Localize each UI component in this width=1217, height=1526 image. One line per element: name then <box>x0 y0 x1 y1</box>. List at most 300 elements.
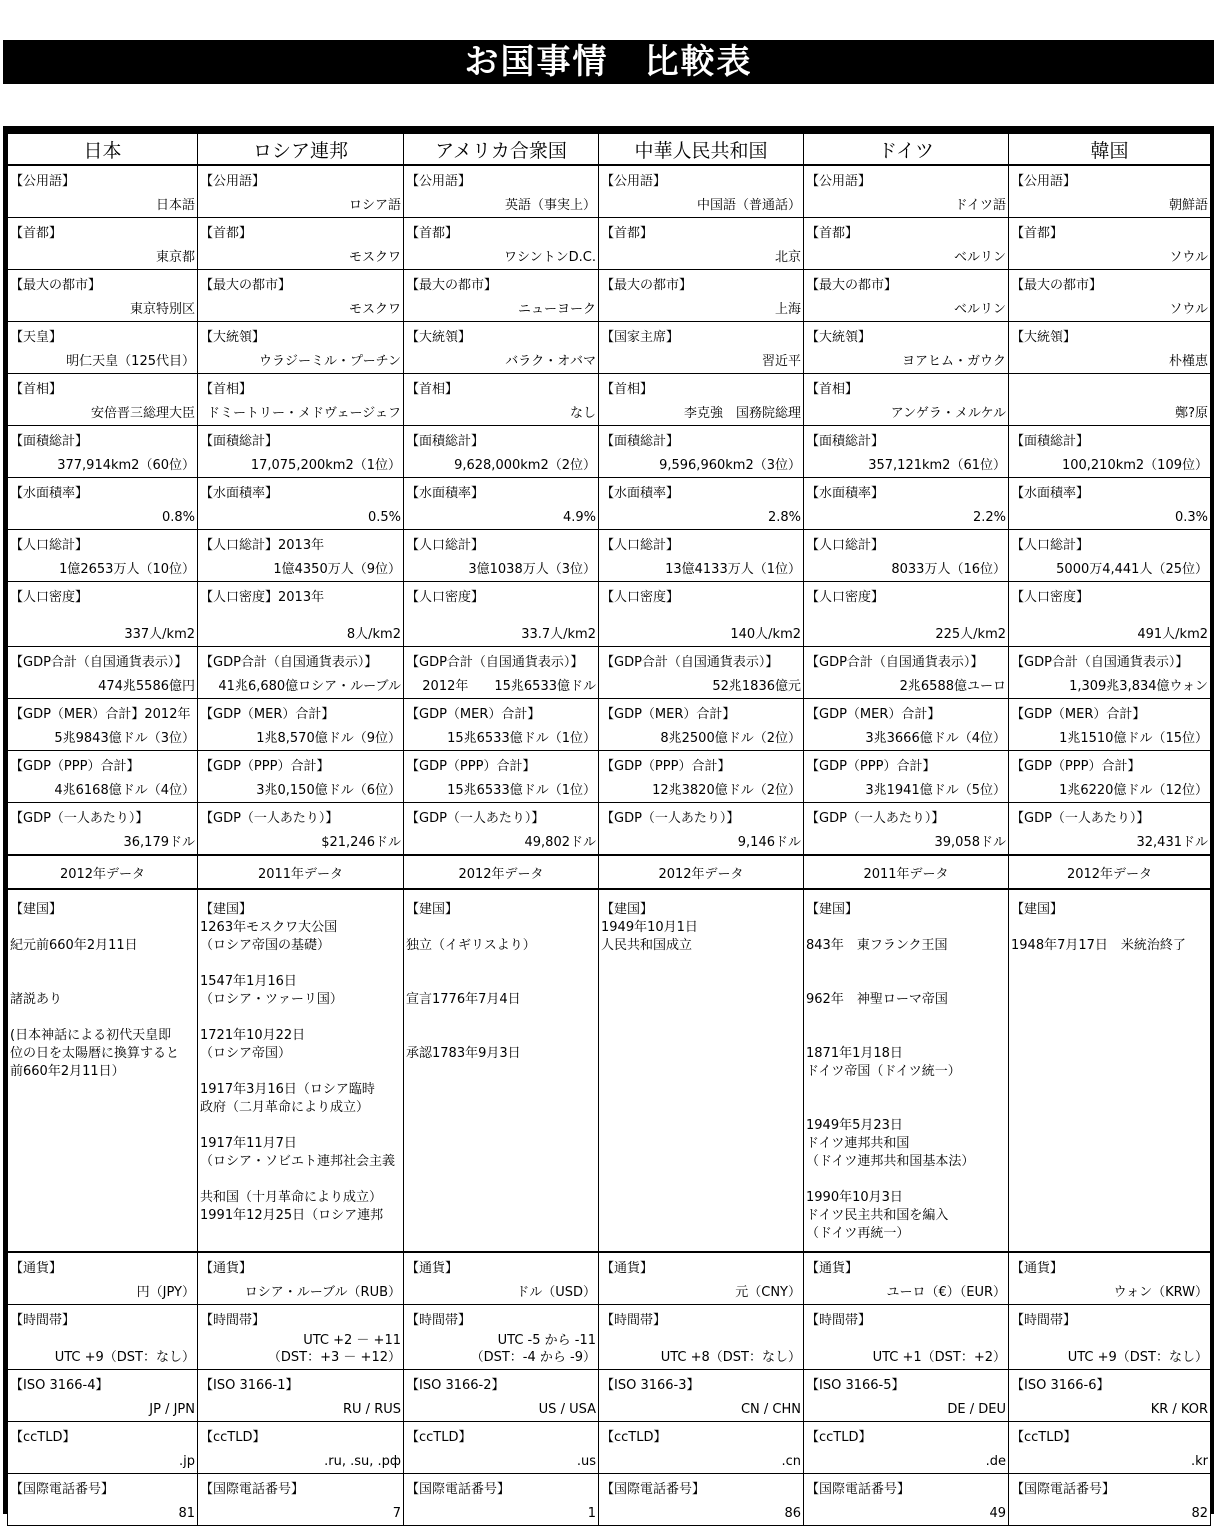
table-cell <box>198 270 404 322</box>
data-year-note: 2011年データ <box>198 855 404 889</box>
field-value: 1兆6220億ドル（12位） <box>1059 783 1208 798</box>
country-header: 日本 <box>8 134 198 166</box>
field-value: UTC +2 － +11 （DST：+3 － +12） <box>267 1333 401 1365</box>
field-value: ベルリン <box>953 302 1006 317</box>
table-cell <box>198 1422 404 1474</box>
field-label: 【国際電話番号】 <box>806 1482 911 1497</box>
table-cell <box>198 582 404 647</box>
table-cell <box>599 374 804 426</box>
field-label: 【建国】 <box>601 902 654 917</box>
field-label: 【建国】 <box>806 902 859 917</box>
table-cell <box>804 478 1009 530</box>
field-value: 3兆1941億ドル（5位） <box>865 783 1006 798</box>
field-label: 【首都】 <box>10 226 63 241</box>
field-label: 【ISO 3166-4】 <box>10 1378 109 1393</box>
table-cell <box>599 165 804 218</box>
table-row <box>8 699 1211 751</box>
table-cell <box>804 699 1009 751</box>
table-cell <box>404 699 599 751</box>
field-value: ヨアヒム・ガウク <box>901 354 1006 369</box>
field-label: 【ISO 3166-5】 <box>806 1378 905 1393</box>
table-cell <box>8 803 198 856</box>
field-value: 東京都 <box>155 250 195 265</box>
field-label: 【ccTLD】 <box>1011 1430 1077 1445</box>
field-label: 【GDP（一人あたり）】 <box>406 811 545 826</box>
field-label: 【面積総計】 <box>806 434 885 449</box>
field-label: 【人口密度】 <box>1011 590 1090 605</box>
data-year-note: 2011年データ <box>804 855 1009 889</box>
field-value: 4兆6168億ドル（4位） <box>54 783 195 798</box>
field-label: 【水面積率】 <box>200 486 279 501</box>
table-cell <box>1009 582 1211 647</box>
field-label: 【人口総計】2013年 <box>200 538 325 553</box>
field-value: JP / JPN <box>149 1402 195 1417</box>
table-cell <box>599 1252 804 1305</box>
table-row <box>8 1370 1211 1422</box>
table-cell <box>198 478 404 530</box>
field-label: 【GDP（PPP）合計】 <box>1011 759 1141 774</box>
field-value: 3兆0,150億ドル（6位） <box>256 783 401 798</box>
founding-text: 1263年モスクワ大公国 （ロシア帝国の基礎） 1547年1月16日 （ロシア・ツァーリ国） 1721年10月22日 （ロシア帝国） 1917年3月16日（ロシア臨時 政府（二月革命により成立） 1917年11月7日 （ロシア・ソビエト連邦社会主義 共和国（十月革命により成立） 1991年12月25日（ロシア連邦 <box>200 920 396 1223</box>
table-cell <box>8 426 198 478</box>
founding-cell <box>404 889 599 1252</box>
field-label: 【公用語】 <box>601 174 667 189</box>
table-row <box>8 647 1211 699</box>
field-label: 【水面積率】 <box>601 486 680 501</box>
table-cell <box>198 530 404 582</box>
field-label: 【ccTLD】 <box>406 1430 472 1445</box>
field-value: 15兆6533億ドル（1位） <box>447 783 596 798</box>
table-cell <box>804 218 1009 270</box>
field-label: 【大統領】 <box>806 330 872 345</box>
field-label: 【GDP（一人あたり）】 <box>601 811 740 826</box>
field-label: 【首相】 <box>10 382 63 397</box>
field-label: 【首都】 <box>806 226 859 241</box>
table-row <box>8 270 1211 322</box>
table-cell <box>8 530 198 582</box>
field-value: モスクワ <box>348 302 401 317</box>
table-cell <box>1009 1305 1211 1370</box>
field-value: ワシントンD.C. <box>503 250 596 265</box>
data-year-note: 2012年データ <box>599 855 804 889</box>
table-row <box>8 1305 1211 1370</box>
table-cell <box>804 751 1009 803</box>
table-cell <box>804 530 1009 582</box>
field-value: 337人/km2 <box>124 627 195 642</box>
field-value: UTC +9（DST：なし） <box>54 1350 195 1365</box>
field-label: 【GDP（PPP）合計】 <box>601 759 731 774</box>
field-label: 【面積総計】 <box>406 434 485 449</box>
field-label: 【ccTLD】 <box>806 1430 872 1445</box>
field-value: ドル（USD） <box>516 1285 596 1300</box>
field-label: 【最大の都市】 <box>200 278 292 293</box>
table-cell <box>198 647 404 699</box>
field-label: 【首相】 <box>406 382 459 397</box>
field-label: 【通貨】 <box>601 1261 654 1276</box>
field-value: ユーロ（€）（EUR） <box>886 1285 1006 1300</box>
field-value: 日本語 <box>155 198 195 213</box>
field-label: 【ISO 3166-6】 <box>1011 1378 1110 1393</box>
field-value: 225人/km2 <box>935 627 1006 642</box>
table-cell <box>1009 165 1211 218</box>
field-value: 3兆3666億ドル（4位） <box>865 731 1006 746</box>
table-cell <box>804 582 1009 647</box>
field-label: 【人口総計】 <box>406 538 485 553</box>
table-cell <box>599 1305 804 1370</box>
table-cell <box>804 1474 1009 1526</box>
field-label: 【ccTLD】 <box>10 1430 76 1445</box>
field-label: 【天皇】 <box>10 330 63 345</box>
field-value: 357,121km2（61位） <box>868 458 1006 473</box>
field-label: 【時間帯】 <box>406 1313 472 1328</box>
field-label: 【人口密度】 <box>406 590 485 605</box>
founding-text: 1949年10月1日 人民共和国成立 <box>601 920 698 953</box>
table-cell <box>599 218 804 270</box>
data-year-row <box>8 855 1211 889</box>
field-label: 【人口総計】 <box>1011 538 1090 553</box>
table-cell <box>599 322 804 374</box>
field-label: 【大統領】 <box>200 330 266 345</box>
table-cell <box>804 322 1009 374</box>
table-cell <box>8 270 198 322</box>
table-cell <box>404 582 599 647</box>
field-value: 81 <box>178 1506 195 1521</box>
field-value: 5000万4,441人（25位） <box>1056 562 1208 577</box>
table-cell <box>404 1474 599 1526</box>
field-label: 【建国】 <box>1011 902 1064 917</box>
field-value: 2兆6588億ユーロ <box>899 679 1006 694</box>
field-value: 17,075,200km2（1位） <box>250 458 401 473</box>
table-cell <box>1009 374 1211 426</box>
field-label: 【GDP合計（自国通貨表示）】 <box>601 655 779 670</box>
table-row <box>8 1422 1211 1474</box>
field-label: 【面積総計】 <box>10 434 89 449</box>
field-label: 【ISO 3166-2】 <box>406 1378 505 1393</box>
field-value: 1 <box>587 1506 596 1521</box>
table-cell <box>804 374 1009 426</box>
field-value: 英語（事実上） <box>504 198 596 213</box>
field-label: 【通貨】 <box>406 1261 459 1276</box>
table-cell <box>8 322 198 374</box>
table-cell <box>8 1370 198 1422</box>
field-label: 【水面積率】 <box>10 486 89 501</box>
field-value: 上海 <box>774 302 801 317</box>
field-label: 【水面積率】 <box>406 486 485 501</box>
field-label: 【公用語】 <box>806 174 872 189</box>
founding-text: 独立（イギリスより） 宣言1776年7月4日 承認1783年9月3日 <box>406 938 536 1061</box>
field-value: 習近平 <box>761 354 801 369</box>
field-value: .ru, .su, .рф <box>324 1454 401 1469</box>
field-label: 【時間帯】 <box>200 1313 266 1328</box>
field-value: 明仁天皇（125代目） <box>66 354 195 369</box>
field-label: 【公用語】 <box>10 174 76 189</box>
country-header: 韓国 <box>1009 134 1211 166</box>
table-cell <box>404 1422 599 1474</box>
founding-row <box>8 889 1211 1252</box>
table-row <box>8 218 1211 270</box>
field-label: 【GDP（PPP）合計】 <box>200 759 330 774</box>
founding-cell <box>1009 889 1211 1252</box>
table-cell <box>1009 1474 1211 1526</box>
table-cell <box>8 374 198 426</box>
table-cell <box>404 1252 599 1305</box>
table-cell <box>8 1252 198 1305</box>
field-label: 【最大の都市】 <box>10 278 102 293</box>
field-value: UTC +9（DST：なし） <box>1067 1350 1208 1365</box>
table-cell <box>804 1305 1009 1370</box>
field-label: 【ccTLD】 <box>200 1430 266 1445</box>
data-year-note: 2012年データ <box>404 855 599 889</box>
field-value: UTC -5 から -11 （DST：-4 から -9） <box>470 1333 596 1365</box>
table-cell <box>1009 478 1211 530</box>
field-value: KR / KOR <box>1150 1402 1208 1417</box>
field-label: 【GDP合計（自国通貨表示）】 <box>1011 655 1189 670</box>
table-cell <box>198 803 404 856</box>
field-value: 元（CNY） <box>735 1285 801 1300</box>
field-label: 【面積総計】 <box>200 434 279 449</box>
founding-cell <box>8 889 198 1252</box>
table-row <box>8 530 1211 582</box>
table-cell <box>599 582 804 647</box>
field-label: 【GDP（一人あたり）】 <box>10 811 149 826</box>
table-cell <box>1009 803 1211 856</box>
table-cell <box>599 478 804 530</box>
table-cell <box>404 803 599 856</box>
field-value: 82 <box>1191 1506 1208 1521</box>
table-row <box>8 426 1211 478</box>
field-label: 【建国】 <box>406 902 459 917</box>
table-cell <box>404 165 599 218</box>
field-label: 【GDP（一人あたり）】 <box>806 811 945 826</box>
field-label: 【GDP（MER）合計】 <box>406 707 541 722</box>
table-cell <box>404 530 599 582</box>
table-cell <box>599 1370 804 1422</box>
field-label: 【面積総計】 <box>1011 434 1090 449</box>
field-value: バラク・オバマ <box>505 354 596 369</box>
field-label: 【時間帯】 <box>806 1313 872 1328</box>
field-label: 【GDP（一人あたり）】 <box>200 811 339 826</box>
founding-text: 紀元前660年2月11日 諸説あり (日本神話による初代天皇即 位の日を太陽暦に換算すると 前660年2月11日） <box>10 938 180 1079</box>
field-label: 【ISO 3166-3】 <box>601 1378 700 1393</box>
table-cell <box>198 1305 404 1370</box>
table-cell <box>404 426 599 478</box>
table-cell <box>404 478 599 530</box>
field-value: なし <box>569 406 596 421</box>
field-value: RU / RUS <box>343 1402 401 1417</box>
field-label: 【首相】 <box>806 382 859 397</box>
field-value: 3億1038万人（3位） <box>468 562 596 577</box>
field-value: 8兆2500億ドル（2位） <box>660 731 801 746</box>
field-label: 【GDP（MER）合計】 <box>601 707 736 722</box>
field-label: 【大統領】 <box>1011 330 1077 345</box>
page-title: お国事情 比較表 <box>3 40 1214 84</box>
table-cell <box>1009 530 1211 582</box>
table-cell <box>1009 322 1211 374</box>
field-label: 【最大の都市】 <box>806 278 898 293</box>
field-value: ロシア・ルーブル（RUB） <box>244 1285 401 1300</box>
field-value: 1億2653万人（10位） <box>59 562 195 577</box>
table-cell <box>804 803 1009 856</box>
field-label: 【首都】 <box>200 226 253 241</box>
table-cell <box>8 699 198 751</box>
field-value: ニューヨーク <box>517 302 596 317</box>
table-cell <box>198 218 404 270</box>
table-cell <box>599 1474 804 1526</box>
table-cell <box>198 374 404 426</box>
field-value: 朴槿恵 <box>1168 354 1208 369</box>
field-value: 52兆1836億元 <box>712 679 801 694</box>
field-value: 1兆8,570億ドル（9位） <box>256 731 401 746</box>
field-label: 【首都】 <box>1011 226 1064 241</box>
field-label: 【通貨】 <box>200 1261 253 1276</box>
comparison-table-frame <box>3 126 1214 1521</box>
field-label: 【GDP（MER）合計】 <box>806 707 941 722</box>
field-label: 【時間帯】 <box>10 1313 76 1328</box>
field-label: 【国際電話番号】 <box>1011 1482 1116 1497</box>
table-cell <box>1009 426 1211 478</box>
field-label: 【GDP（MER）合計】 <box>1011 707 1146 722</box>
field-value: 140人/km2 <box>730 627 801 642</box>
field-label: 【GDP合計（自国通貨表示）】 <box>806 655 984 670</box>
field-label: 【時間帯】 <box>601 1313 667 1328</box>
field-value: 39,058ドル <box>934 835 1006 850</box>
field-value: 8人/km2 <box>346 627 401 642</box>
table-cell <box>804 1422 1009 1474</box>
field-value: 9,596,960km2（3位） <box>659 458 801 473</box>
field-value: ロシア語 <box>348 198 401 213</box>
field-value: 15兆6533億ドル（1位） <box>447 731 596 746</box>
table-cell <box>599 1422 804 1474</box>
field-value: ソウル <box>1169 250 1208 265</box>
field-label: 【ISO 3166-1】 <box>200 1378 299 1393</box>
table-row <box>8 751 1211 803</box>
field-value: .us <box>576 1454 596 1469</box>
field-label: 【GDP（PPP）合計】 <box>806 759 936 774</box>
field-label: 【最大の都市】 <box>601 278 693 293</box>
table-row <box>8 1252 1211 1305</box>
field-value: 2012年 15兆6533億ドル <box>422 679 596 694</box>
field-label: 【通貨】 <box>10 1261 63 1276</box>
field-value: 7 <box>392 1506 401 1521</box>
table-cell <box>198 1252 404 1305</box>
field-value: ソウル <box>1169 302 1208 317</box>
founding-cell <box>599 889 804 1252</box>
table-cell <box>599 751 804 803</box>
table-cell <box>404 1305 599 1370</box>
table-cell <box>804 270 1009 322</box>
founding-text: 1948年7月17日 米統治終了 <box>1011 938 1186 953</box>
table-cell <box>8 647 198 699</box>
field-label: 【人口総計】 <box>601 538 680 553</box>
field-value: 李克強 国務院総理 <box>683 406 801 421</box>
field-label: 【公用語】 <box>200 174 266 189</box>
table-cell <box>1009 751 1211 803</box>
field-value: $21,246ドル <box>321 835 401 850</box>
field-label: 【人口総計】 <box>806 538 885 553</box>
country-header: ドイツ <box>804 134 1009 166</box>
field-value: ドミートリー・メドヴェージェフ <box>207 406 401 421</box>
field-value: 41兆6,680億ロシア・ルーブル <box>218 679 401 694</box>
table-cell <box>599 803 804 856</box>
table-cell <box>404 374 599 426</box>
table-cell <box>8 478 198 530</box>
table-row <box>8 374 1211 426</box>
field-value: .de <box>985 1454 1006 1469</box>
table-cell <box>198 1474 404 1526</box>
table-cell <box>804 1252 1009 1305</box>
field-value: 491人/km2 <box>1137 627 1208 642</box>
country-header: ロシア連邦 <box>198 134 404 166</box>
field-label: 【GDP（一人あたり）】 <box>1011 811 1150 826</box>
field-value: ドイツ語 <box>954 198 1006 213</box>
table-cell <box>8 165 198 218</box>
field-label: 【首都】 <box>601 226 654 241</box>
field-value: UTC +1（DST：+2） <box>872 1350 1006 1365</box>
field-value: .jp <box>179 1454 195 1469</box>
table-cell <box>1009 1252 1211 1305</box>
field-value: 8033万人（16位） <box>891 562 1006 577</box>
table-row <box>8 322 1211 374</box>
field-value: ウラジーミル・プーチン <box>259 354 401 369</box>
field-label: 【建国】 <box>200 902 253 917</box>
table-cell <box>8 751 198 803</box>
field-label: 【人口密度】 <box>806 590 885 605</box>
table-cell <box>1009 699 1211 751</box>
table-cell <box>404 322 599 374</box>
field-value: 5兆9843億ドル（3位） <box>54 731 195 746</box>
field-label: 【GDP（MER）合計】2012年 <box>10 707 191 722</box>
field-value: 1,309兆3,834億ウォン <box>1069 679 1208 694</box>
country-header-row <box>8 134 1211 166</box>
table-cell <box>1009 218 1211 270</box>
field-value: 2.8% <box>767 510 801 525</box>
table-cell <box>804 426 1009 478</box>
table-cell <box>8 1474 198 1526</box>
field-value: 安倍晋三総理大臣 <box>90 406 195 421</box>
field-label: 【人口密度】 <box>601 590 680 605</box>
table-cell <box>599 530 804 582</box>
founding-cell <box>804 889 1009 1252</box>
table-cell <box>404 751 599 803</box>
table-cell <box>8 1305 198 1370</box>
field-label: 【国際電話番号】 <box>10 1482 115 1497</box>
founding-text: 843年 東フランク王国 962年 神聖ローマ帝国 1871年1月18日 ドイツ帝国（ドイツ統一） 1949年5月23日 ドイツ連邦共和国 （ドイツ連邦共和国基本法） 1990年10月3日 ドイツ民主共和国を編入 （ドイツ再統一） <box>806 938 975 1241</box>
field-label: 【通貨】 <box>806 1261 859 1276</box>
table-cell <box>8 1422 198 1474</box>
field-value: 100,210km2（109位） <box>1061 458 1208 473</box>
field-value: 朝鮮語 <box>1168 198 1208 213</box>
field-value: 円（JPY） <box>136 1285 195 1300</box>
field-value: 32,431ドル <box>1136 835 1208 850</box>
field-value: 49 <box>989 1506 1006 1521</box>
field-value: 北京 <box>774 250 801 265</box>
table-cell <box>8 582 198 647</box>
table-cell <box>599 270 804 322</box>
table-cell <box>804 165 1009 218</box>
field-label: 【首相】 <box>200 382 253 397</box>
table-cell <box>804 647 1009 699</box>
field-value: アンゲラ・メルケル <box>890 406 1006 421</box>
field-value: 1億4350万人（9位） <box>273 562 401 577</box>
field-value: .cn <box>781 1454 801 1469</box>
field-value: US / USA <box>538 1402 596 1417</box>
country-header: 中華人民共和国 <box>599 134 804 166</box>
field-value: モスクワ <box>348 250 401 265</box>
table-cell <box>1009 1422 1211 1474</box>
field-value: 2.2% <box>972 510 1006 525</box>
country-header: アメリカ合衆国 <box>404 134 599 166</box>
data-year-note: 2012年データ <box>8 855 198 889</box>
